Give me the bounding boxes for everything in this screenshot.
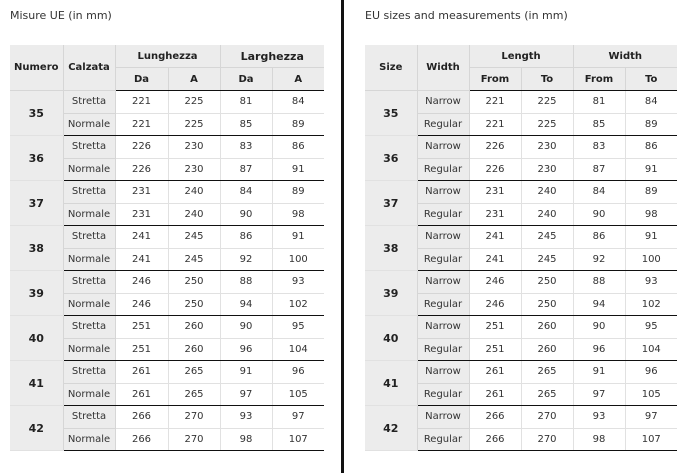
width-to-cell: 96 <box>625 361 677 384</box>
width-fit-cell: Stretta <box>63 271 115 294</box>
width-from-cell: 83 <box>573 136 625 159</box>
width-fit-cell: Normale <box>63 113 115 136</box>
length-from-cell: 261 <box>115 383 168 406</box>
width-from-cell: 90 <box>573 316 625 339</box>
length-to-cell: 230 <box>168 136 220 159</box>
length-to-cell: 260 <box>168 316 220 339</box>
table-row <box>10 271 324 294</box>
width-from-cell: 83 <box>220 136 272 159</box>
width-to-cell: 91 <box>272 226 324 249</box>
length-to-cell: 240 <box>168 203 220 226</box>
width-fit-cell: Narrow <box>417 91 469 114</box>
width-fit-cell: Narrow <box>417 406 469 429</box>
length-from-cell: 221 <box>115 113 168 136</box>
width-from-cell: 81 <box>220 91 272 114</box>
table-row <box>365 226 677 249</box>
width-fit-cell: Stretta <box>63 91 115 114</box>
width-fit-cell: Normale <box>63 158 115 181</box>
width-from-cell: 90 <box>220 203 272 226</box>
width-from-cell: 90 <box>573 203 625 226</box>
header-length-to: To <box>521 68 573 91</box>
width-from-cell: 94 <box>573 293 625 316</box>
width-to-cell: 97 <box>272 406 324 429</box>
width-from-cell: 87 <box>573 158 625 181</box>
width-from-cell: 86 <box>220 226 272 249</box>
length-to-cell: 225 <box>521 91 573 114</box>
width-to-cell: 95 <box>272 316 324 339</box>
header-length-from: From <box>469 68 521 91</box>
width-fit-cell: Normale <box>63 383 115 406</box>
width-to-cell: 84 <box>272 91 324 114</box>
width-to-cell: 105 <box>272 383 324 406</box>
length-from-cell: 266 <box>469 428 521 451</box>
length-from-cell: 246 <box>115 271 168 294</box>
width-to-cell: 91 <box>625 158 677 181</box>
length-to-cell: 270 <box>168 406 220 429</box>
length-to-cell: 240 <box>168 181 220 204</box>
width-from-cell: 90 <box>220 316 272 339</box>
length-from-cell: 231 <box>115 181 168 204</box>
width-fit-cell: Stretta <box>63 361 115 384</box>
length-to-cell: 230 <box>168 158 220 181</box>
width-from-cell: 92 <box>573 248 625 271</box>
table-row <box>10 181 324 204</box>
size-cell: 35 <box>365 91 417 136</box>
width-fit-cell: Stretta <box>63 181 115 204</box>
length-from-cell: 221 <box>115 91 168 114</box>
width-fit-cell: Regular <box>417 383 469 406</box>
width-to-cell: 105 <box>625 383 677 406</box>
width-fit-cell: Narrow <box>417 361 469 384</box>
length-from-cell: 226 <box>469 136 521 159</box>
header-size: Numero <box>10 45 63 91</box>
width-from-cell: 96 <box>220 338 272 361</box>
size-cell: 40 <box>365 316 417 361</box>
size-cell: 41 <box>365 361 417 406</box>
table-row <box>10 406 324 429</box>
width-from-cell: 84 <box>220 181 272 204</box>
size-cell: 41 <box>10 361 63 406</box>
width-fit-cell: Stretta <box>63 226 115 249</box>
length-from-cell: 261 <box>115 361 168 384</box>
width-fit-cell: Normale <box>63 248 115 271</box>
width-to-cell: 93 <box>625 271 677 294</box>
table-row <box>10 361 324 384</box>
width-to-cell: 89 <box>272 181 324 204</box>
width-to-cell: 96 <box>272 361 324 384</box>
length-from-cell: 226 <box>469 158 521 181</box>
width-from-cell: 97 <box>220 383 272 406</box>
width-to-cell: 93 <box>272 271 324 294</box>
header-width: Larghezza <box>220 45 324 68</box>
width-to-cell: 102 <box>272 293 324 316</box>
length-to-cell: 265 <box>521 383 573 406</box>
width-fit-cell: Stretta <box>63 136 115 159</box>
width-to-cell: 100 <box>272 248 324 271</box>
width-from-cell: 94 <box>220 293 272 316</box>
table-row <box>10 136 324 159</box>
length-from-cell: 221 <box>469 91 521 114</box>
length-from-cell: 231 <box>469 203 521 226</box>
panel-divider <box>341 0 344 473</box>
width-fit-cell: Regular <box>417 248 469 271</box>
table-row <box>10 226 324 249</box>
table-row <box>365 271 677 294</box>
width-from-cell: 98 <box>220 428 272 451</box>
header-width-to: A <box>272 68 324 91</box>
width-to-cell: 97 <box>625 406 677 429</box>
length-to-cell: 270 <box>521 406 573 429</box>
size-cell: 39 <box>10 271 63 316</box>
header-width-to: To <box>625 68 677 91</box>
length-from-cell: 241 <box>115 226 168 249</box>
table-row <box>365 361 677 384</box>
italian-table-title: Misure UE (in mm) <box>10 9 112 22</box>
table-row <box>365 316 677 339</box>
header-length-to: A <box>168 68 220 91</box>
table-row <box>10 91 324 114</box>
length-from-cell: 251 <box>469 316 521 339</box>
size-cell: 42 <box>10 406 63 451</box>
width-to-cell: 91 <box>625 226 677 249</box>
width-to-cell: 86 <box>272 136 324 159</box>
width-to-cell: 102 <box>625 293 677 316</box>
width-from-cell: 81 <box>573 91 625 114</box>
length-from-cell: 266 <box>115 428 168 451</box>
length-to-cell: 245 <box>168 248 220 271</box>
length-from-cell: 226 <box>115 136 168 159</box>
length-from-cell: 241 <box>469 248 521 271</box>
width-from-cell: 98 <box>573 428 625 451</box>
width-from-cell: 92 <box>220 248 272 271</box>
width-to-cell: 91 <box>272 158 324 181</box>
length-from-cell: 221 <box>469 113 521 136</box>
width-from-cell: 91 <box>220 361 272 384</box>
width-from-cell: 97 <box>573 383 625 406</box>
size-cell: 37 <box>10 181 63 226</box>
header-size: Size <box>365 45 417 91</box>
italian-size-table <box>10 45 324 451</box>
length-to-cell: 250 <box>521 293 573 316</box>
length-from-cell: 266 <box>469 406 521 429</box>
size-cell: 39 <box>365 271 417 316</box>
width-fit-cell: Normale <box>63 293 115 316</box>
width-from-cell: 85 <box>573 113 625 136</box>
width-from-cell: 87 <box>220 158 272 181</box>
width-to-cell: 89 <box>272 113 324 136</box>
length-from-cell: 261 <box>469 361 521 384</box>
width-fit-cell: Narrow <box>417 226 469 249</box>
header-width-fit: Width <box>417 45 469 91</box>
width-from-cell: 88 <box>573 271 625 294</box>
length-to-cell: 250 <box>521 271 573 294</box>
length-from-cell: 246 <box>469 293 521 316</box>
length-to-cell: 265 <box>168 361 220 384</box>
length-from-cell: 251 <box>469 338 521 361</box>
width-to-cell: 98 <box>272 203 324 226</box>
width-fit-cell: Normale <box>63 203 115 226</box>
length-from-cell: 231 <box>115 203 168 226</box>
width-fit-cell: Regular <box>417 203 469 226</box>
header-width-from: Da <box>220 68 272 91</box>
width-fit-cell: Regular <box>417 293 469 316</box>
length-to-cell: 240 <box>521 181 573 204</box>
length-to-cell: 245 <box>168 226 220 249</box>
width-fit-cell: Regular <box>417 338 469 361</box>
length-to-cell: 225 <box>168 113 220 136</box>
length-to-cell: 250 <box>168 271 220 294</box>
width-from-cell: 86 <box>573 226 625 249</box>
size-cell: 36 <box>10 136 63 181</box>
size-cell: 40 <box>10 316 63 361</box>
width-fit-cell: Normale <box>63 338 115 361</box>
width-to-cell: 107 <box>272 428 324 451</box>
length-to-cell: 250 <box>168 293 220 316</box>
header-length: Lunghezza <box>115 45 220 68</box>
length-from-cell: 266 <box>115 406 168 429</box>
width-from-cell: 93 <box>220 406 272 429</box>
length-to-cell: 245 <box>521 226 573 249</box>
table-row <box>365 91 677 114</box>
table-row <box>365 136 677 159</box>
length-to-cell: 230 <box>521 136 573 159</box>
length-to-cell: 270 <box>168 428 220 451</box>
length-to-cell: 270 <box>521 428 573 451</box>
header-width-from: From <box>573 68 625 91</box>
length-to-cell: 225 <box>521 113 573 136</box>
width-from-cell: 91 <box>573 361 625 384</box>
size-cell: 38 <box>365 226 417 271</box>
length-from-cell: 231 <box>469 181 521 204</box>
length-from-cell: 261 <box>469 383 521 406</box>
table-row <box>365 181 677 204</box>
length-to-cell: 265 <box>168 383 220 406</box>
table-row <box>10 316 324 339</box>
width-from-cell: 96 <box>573 338 625 361</box>
size-cell: 35 <box>10 91 63 136</box>
size-cell: 38 <box>10 226 63 271</box>
width-to-cell: 89 <box>625 181 677 204</box>
length-to-cell: 225 <box>168 91 220 114</box>
length-to-cell: 240 <box>521 203 573 226</box>
header-width: Width <box>573 45 677 68</box>
english-size-table <box>365 45 677 451</box>
width-fit-cell: Narrow <box>417 271 469 294</box>
width-from-cell: 84 <box>573 181 625 204</box>
header-length: Length <box>469 45 573 68</box>
width-from-cell: 85 <box>220 113 272 136</box>
width-fit-cell: Narrow <box>417 316 469 339</box>
width-fit-cell: Stretta <box>63 406 115 429</box>
width-fit-cell: Narrow <box>417 181 469 204</box>
length-to-cell: 260 <box>521 316 573 339</box>
size-cell: 36 <box>365 136 417 181</box>
length-from-cell: 246 <box>469 271 521 294</box>
width-fit-cell: Narrow <box>417 136 469 159</box>
width-from-cell: 88 <box>220 271 272 294</box>
length-from-cell: 251 <box>115 316 168 339</box>
width-fit-cell: Regular <box>417 158 469 181</box>
length-from-cell: 246 <box>115 293 168 316</box>
length-from-cell: 251 <box>115 338 168 361</box>
length-from-cell: 241 <box>469 226 521 249</box>
header-width-fit: Calzata <box>63 45 115 91</box>
width-to-cell: 104 <box>625 338 677 361</box>
size-cell: 42 <box>365 406 417 451</box>
size-cell: 37 <box>365 181 417 226</box>
width-to-cell: 100 <box>625 248 677 271</box>
width-to-cell: 107 <box>625 428 677 451</box>
table-row <box>365 406 677 429</box>
width-to-cell: 95 <box>625 316 677 339</box>
length-from-cell: 241 <box>115 248 168 271</box>
english-table-title: EU sizes and measurements (in mm) <box>365 9 568 22</box>
length-to-cell: 230 <box>521 158 573 181</box>
length-from-cell: 226 <box>115 158 168 181</box>
width-to-cell: 98 <box>625 203 677 226</box>
width-fit-cell: Regular <box>417 428 469 451</box>
width-from-cell: 93 <box>573 406 625 429</box>
width-to-cell: 86 <box>625 136 677 159</box>
width-to-cell: 84 <box>625 91 677 114</box>
width-to-cell: 89 <box>625 113 677 136</box>
header-length-from: Da <box>115 68 168 91</box>
width-to-cell: 104 <box>272 338 324 361</box>
length-to-cell: 260 <box>521 338 573 361</box>
width-fit-cell: Normale <box>63 428 115 451</box>
width-fit-cell: Stretta <box>63 316 115 339</box>
length-to-cell: 265 <box>521 361 573 384</box>
length-to-cell: 245 <box>521 248 573 271</box>
length-to-cell: 260 <box>168 338 220 361</box>
width-fit-cell: Regular <box>417 113 469 136</box>
